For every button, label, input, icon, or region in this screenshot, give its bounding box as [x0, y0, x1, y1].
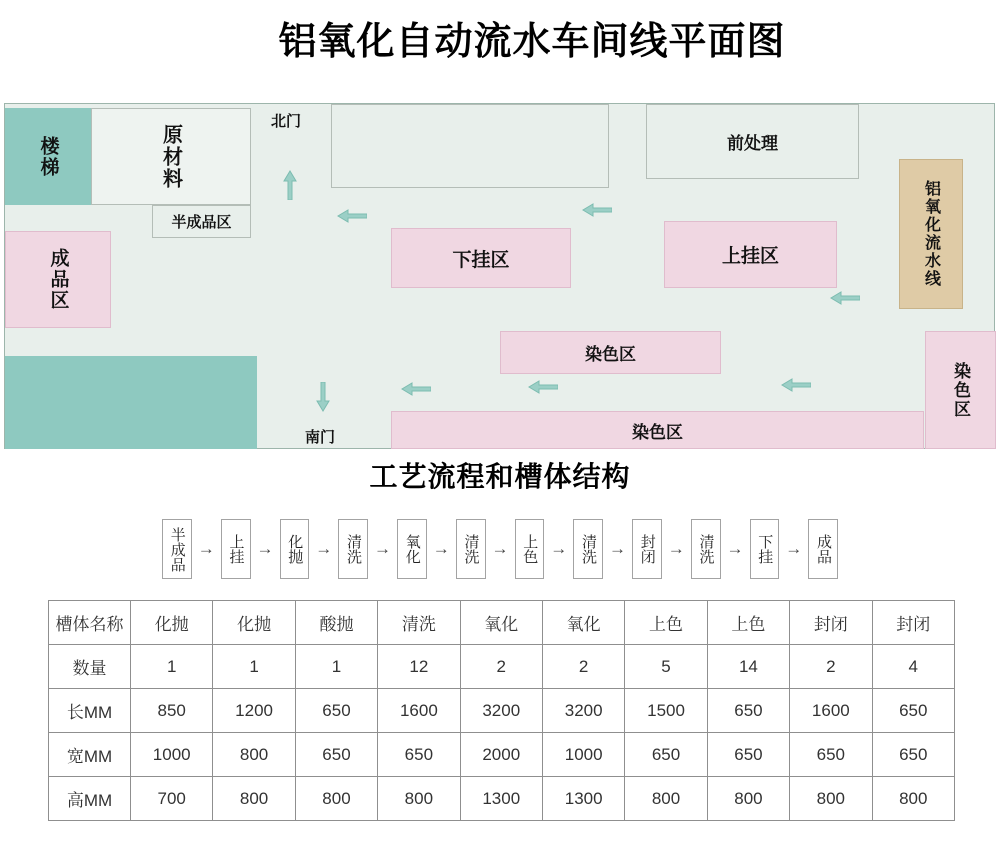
right-arrow-icon: → [609, 539, 626, 558]
table-cell: 1300 [460, 777, 542, 821]
table-row-names [49, 601, 955, 645]
table-cell: 封闭 [790, 601, 872, 645]
table-cell: 14 [707, 645, 789, 689]
table-cell: 2 [790, 645, 872, 689]
table-cell: 800 [707, 777, 789, 821]
table-cell: 650 [707, 733, 789, 777]
right-arrow-icon: → [785, 539, 803, 558]
arrow-left-icon [830, 291, 860, 305]
table-cell: 氧化 [542, 601, 624, 645]
arrow-left-icon [337, 209, 367, 223]
pre-treatment-area: 前处理 [646, 104, 859, 179]
arrow-left-icon [401, 382, 431, 396]
table-cell: 800 [872, 777, 954, 821]
table-cell: 1 [213, 645, 295, 689]
table-cell: 1300 [542, 777, 624, 821]
table-cell: 2 [460, 645, 542, 689]
table-cell: 650 [707, 689, 789, 733]
dye-area-mid: 染色区 [500, 331, 721, 374]
right-arrow-icon: → [374, 539, 391, 558]
semi-finished-area: 半成品区 [152, 205, 251, 238]
right-arrow-icon: → [197, 539, 215, 558]
flow-step: 上色 [515, 519, 545, 579]
right-arrow-icon: → [491, 539, 509, 558]
table-cell: 1000 [131, 733, 213, 777]
table-cell: 氧化 [460, 601, 542, 645]
dye-area-right: 染色区 [925, 331, 996, 449]
table-cell: 3200 [542, 689, 624, 733]
section-title: 工艺流程和槽体结构 [369, 461, 631, 492]
table-cell: 650 [295, 689, 377, 733]
right-arrow-icon: → [667, 539, 685, 558]
table-cell: 化抛 [213, 601, 295, 645]
stairs-area: 楼梯 [5, 108, 91, 205]
table-cell: 封闭 [872, 601, 954, 645]
flow-step: 下挂 [750, 519, 780, 579]
arrow-left-icon [528, 380, 558, 394]
alu-oxidation-line-area: 铝氧化流水线 [899, 159, 963, 309]
row-label-cell: 高MM [49, 777, 131, 821]
arrow-left-icon [781, 378, 811, 392]
right-arrow-icon: → [432, 539, 450, 558]
table-cell: 800 [378, 777, 460, 821]
dye-area-bottom: 染色区 [391, 411, 924, 449]
right-arrow-icon: → [315, 539, 333, 558]
row-label-cell: 槽体名称 [49, 601, 131, 645]
table-cell: 1500 [625, 689, 707, 733]
table-cell: 1 [295, 645, 377, 689]
teal-block [5, 356, 257, 449]
table-cell: 清洗 [378, 601, 460, 645]
table-cell: 650 [625, 733, 707, 777]
flow-step: 封闭 [632, 519, 662, 579]
table-cell: 化抛 [131, 601, 213, 645]
table-cell: 800 [295, 777, 377, 821]
table-cell: 2000 [460, 733, 542, 777]
table-cell: 5 [625, 645, 707, 689]
arrow-left-icon [582, 203, 612, 217]
row-label-cell: 数量 [49, 645, 131, 689]
flow-step: 清洗 [456, 519, 486, 579]
north-gate-label: 北门 [271, 113, 302, 130]
table-row-height [49, 777, 955, 821]
table-cell: 酸抛 [295, 601, 377, 645]
finished-goods-area: 成品区 [5, 231, 111, 328]
arrow-up-icon [283, 170, 297, 200]
arrow-down-icon [316, 382, 330, 412]
page-title: 铝氧化自动流水车间线平面图 [278, 21, 786, 63]
process-flow [0, 519, 1000, 579]
table-cell: 3200 [460, 689, 542, 733]
flow-step: 清洗 [691, 519, 721, 579]
table-cell: 1600 [378, 689, 460, 733]
right-arrow-icon: → [726, 539, 744, 558]
raw-materials-area: 原材料 [91, 108, 251, 205]
tank-spec-table [48, 600, 955, 821]
table-cell: 800 [790, 777, 872, 821]
unlabeled-room [331, 104, 609, 188]
table-cell: 850 [131, 689, 213, 733]
flow-step: 半成品 [162, 519, 192, 579]
table-row-length [49, 689, 955, 733]
table-cell: 12 [378, 645, 460, 689]
table-row-quantity [49, 645, 955, 689]
south-gate-label: 南门 [305, 429, 336, 446]
table-cell: 650 [378, 733, 460, 777]
table-cell: 上色 [707, 601, 789, 645]
flow-step: 氧化 [397, 519, 427, 579]
table-cell: 1600 [790, 689, 872, 733]
right-arrow-icon: → [256, 539, 274, 558]
row-label-cell: 宽MM [49, 733, 131, 777]
flow-step: 清洗 [573, 519, 603, 579]
table-cell: 上色 [625, 601, 707, 645]
table-cell: 1000 [542, 733, 624, 777]
table-cell: 650 [295, 733, 377, 777]
row-label-cell: 长MM [49, 689, 131, 733]
table-cell: 650 [872, 689, 954, 733]
upper-hang-area: 上挂区 [664, 221, 837, 288]
table-row-width [49, 733, 955, 777]
table-cell: 800 [213, 733, 295, 777]
table-cell: 650 [872, 733, 954, 777]
flow-step: 清洗 [338, 519, 368, 579]
right-arrow-icon: → [550, 539, 568, 558]
table-cell: 700 [131, 777, 213, 821]
table-cell: 650 [790, 733, 872, 777]
table-cell: 1 [131, 645, 213, 689]
flow-step: 成品 [808, 519, 838, 579]
table-cell: 1200 [213, 689, 295, 733]
flow-step: 化抛 [280, 519, 310, 579]
flow-step: 上挂 [221, 519, 251, 579]
table-cell: 800 [213, 777, 295, 821]
lower-hang-area: 下挂区 [391, 228, 571, 288]
table-cell: 2 [542, 645, 624, 689]
table-cell: 4 [872, 645, 954, 689]
table-cell: 800 [625, 777, 707, 821]
floor-plan [4, 103, 995, 449]
